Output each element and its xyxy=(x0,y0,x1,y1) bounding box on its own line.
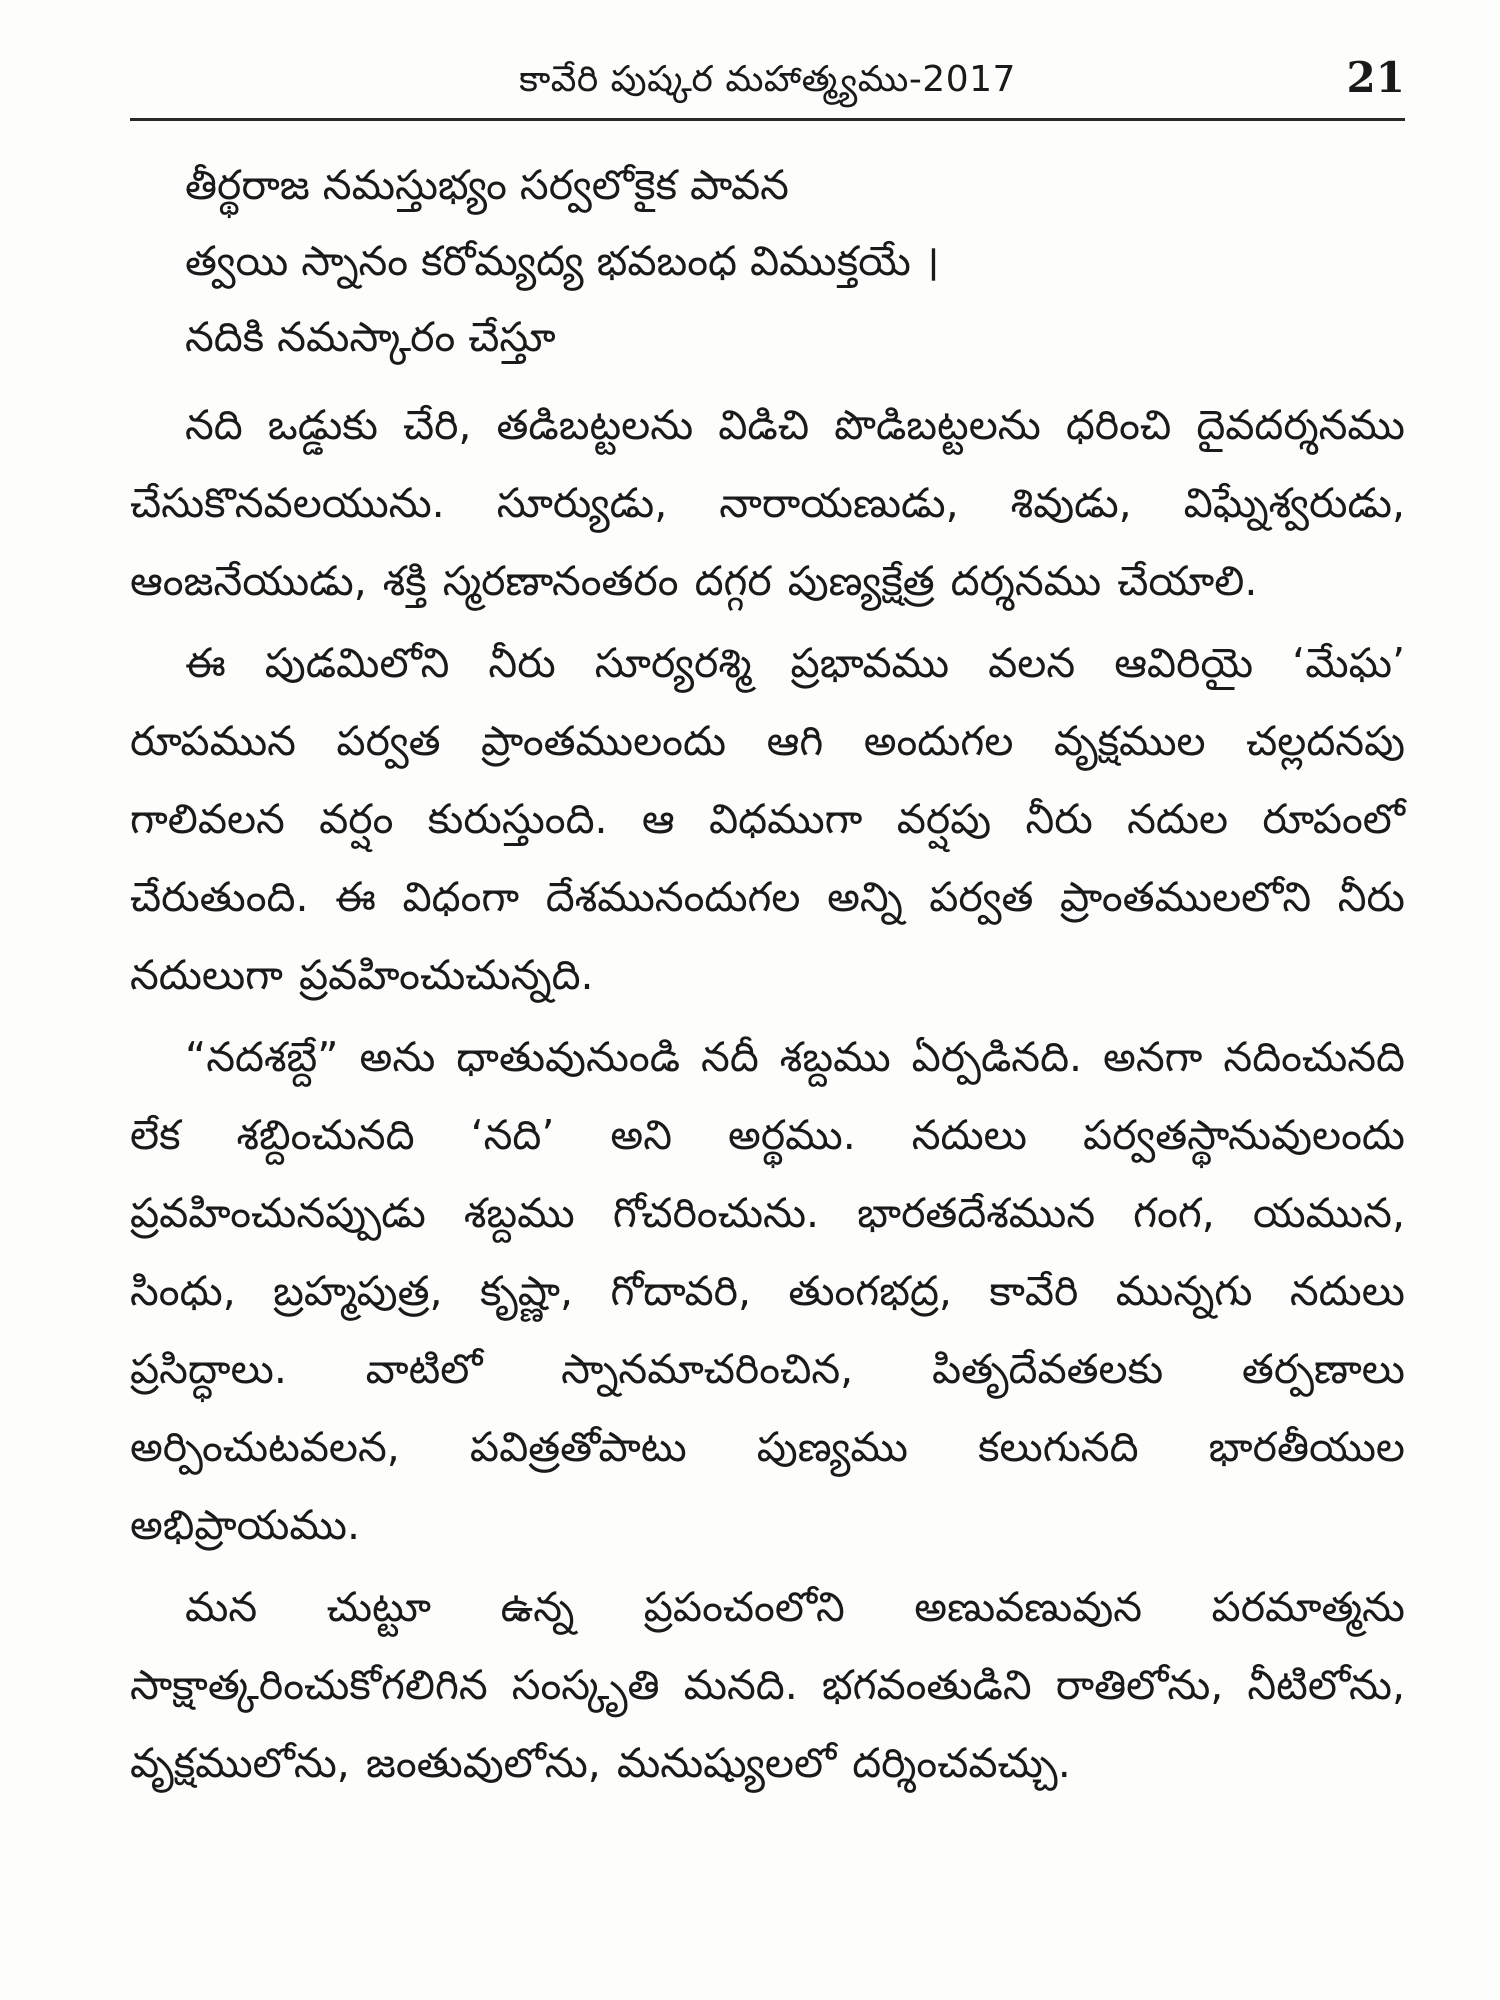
paragraph: “నదశబ్దే” అను ధాతువునుండి నదీ శబ్దము ఏర్పడినది. అనగా నదించునది లేక శబ్దించునది ‘నది’ అని అర్థము. నదులు పర్వతస్థానువులందు ప్రవహించునప్పుడు శబ్దము గోచరించును. భారతదేశమున గంగ, యమున, సింధు, బ్రహ్మపుత్ర, కృష్ణా, గోదావరి, తుంగభద్ర, కావేరి మున్నగు నదులు ప్రసిద్ధాలు. వాటిలో స్నానమాచరించిన, పితృదేవతలకు తర్పణాలు అర్పించుటవలన, పవిత్రతోపాటు పుణ్యము కలుగునది భారతీయుల అభిప్రాయము. xyxy=(130,1033,1405,1549)
verse-caption: నదికి నమస్కారం చేస్తూ xyxy=(185,313,556,361)
verse-line: తీర్థరాజ నమస్తుభ్యం సర్వలోకైక పావన xyxy=(185,161,789,209)
page-body xyxy=(130,150,1405,1806)
paragraph: ఈ పుడమిలోని నీరు సూర్యరశ్మి ప్రభావము వలన ఆవిరియై ‘మేఘ’ రూపమున పర్వత ప్రాంతములందు ఆగి అందుగల వృక్షముల చల్లదనపు గాలివలన వర్షం కురుస్తుంది. ఆ విధముగా వర్షపు నీరు నదుల రూపంలో చేరుతుంది. ఈ విధంగా దేశమునందుగల అన్ని పర్వత ప్రాంతములలోని నీరు నదులుగా ప్రవహించుచున్నది. xyxy=(130,639,1405,999)
page-number: 21 xyxy=(1346,53,1405,102)
verse-line: త్వయి స్నానం కరోమ్యద్య భవబంధ విముక్తయే । xyxy=(185,237,940,285)
paragraph: మన చుట్టూ ఉన్న ప్రపంచంలోని అణువణువున పరమాత్మను సాక్షాత్కరించుకోగలిగిన సంస్కృతి మనది. భగవంతుడిని రాతిలోను, నీటిలోను, వృక్షములోను, జంతువులోను, మనుష్యులలో దర్శించవచ్చు. xyxy=(130,1583,1405,1787)
page-header xyxy=(130,52,1405,122)
header-divider xyxy=(130,118,1405,121)
running-title: కావేరి పుష్కర మహాత్మ్యము-2017 xyxy=(519,59,1016,100)
paragraph: నది ఒడ్డుకు చేరి, తడిబట్టలను విడిచి పొడిబట్టలను ధరించి దైవదర్శనము చేసుకొనవలయును. సూర్యుడు, నారాయణుడు, శివుడు, విఘ్నేశ్వరుడు, ఆంజనేయుడు, శక్తి స్మరణానంతరం దగ్గర పుణ్యక్షేత్ర దర్శనము చేయాలి. xyxy=(130,401,1405,605)
